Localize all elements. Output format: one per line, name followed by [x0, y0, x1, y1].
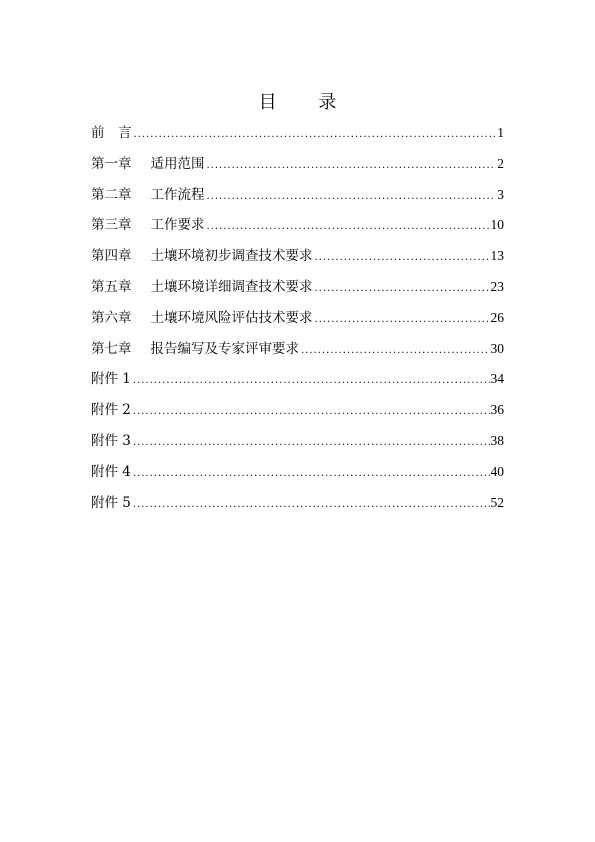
toc-entry: [91, 426, 504, 457]
toc-dot-leader: [133, 397, 490, 428]
toc-entry: [91, 395, 504, 426]
toc-entry-page: 36: [490, 402, 504, 418]
toc-entry-page: 30: [490, 340, 504, 356]
toc-entry-page: 23: [490, 278, 504, 294]
toc-entry-label: [91, 334, 301, 365]
table-of-contents: [91, 118, 504, 518]
toc-entry-chapter: 附件 4: [91, 463, 131, 480]
toc-entry: [91, 457, 504, 488]
toc-dot-leader: [315, 243, 490, 274]
toc-dot-leader: [315, 305, 490, 336]
toc-entry-chapter: 附件 2: [91, 402, 131, 419]
toc-entry-label: [91, 426, 133, 457]
toc-entry-page: 38: [490, 432, 504, 448]
toc-entry-title: 适用范围: [150, 155, 205, 172]
toc-entry-page: 2: [497, 155, 504, 171]
toc-dot-leader: [134, 120, 497, 151]
toc-dot-leader: [301, 336, 490, 367]
toc-entry-page: 52: [490, 494, 504, 510]
toc-entry: [91, 303, 504, 334]
toc-entry-chapter: 第三章: [91, 217, 132, 234]
toc-entry-page: 34: [490, 371, 504, 387]
toc-entry-label: [91, 149, 207, 180]
toc-entry: [91, 488, 504, 519]
toc-entry-title: 土壤环境风险评估技术要求: [150, 309, 313, 326]
toc-entry-label: [91, 118, 134, 149]
toc-entry: [91, 272, 504, 303]
toc-entry: [91, 210, 504, 241]
toc-entry-title: 报告编写及专家评审要求: [150, 340, 299, 357]
toc-entry-page: 26: [490, 309, 504, 325]
toc-entry-chapter: 前 言: [91, 125, 132, 141]
toc-dot-leader: [207, 151, 497, 182]
toc-dot-leader: [133, 428, 490, 459]
toc-entry-chapter: 第五章: [91, 278, 132, 295]
toc-dot-leader: [133, 459, 490, 490]
toc-entry-label: [91, 488, 133, 519]
toc-entry-chapter: 第四章: [91, 248, 132, 265]
toc-entry-label: [91, 395, 133, 426]
toc-entry-title: 工作流程: [150, 186, 205, 203]
toc-entry-chapter: 第二章: [91, 186, 132, 203]
toc-entry-chapter: 附件 3: [91, 432, 131, 449]
toc-entry-chapter: 第七章: [91, 340, 132, 357]
toc-entry-chapter: 第六章: [91, 309, 132, 326]
toc-entry-label: [91, 272, 315, 303]
toc-entry-label: [91, 303, 315, 334]
toc-entry-label: [91, 180, 207, 211]
toc-title: 目 录: [258, 92, 355, 113]
toc-entry-label: [91, 457, 133, 488]
toc-entry-title: 土壤环境详细调查技术要求: [150, 278, 313, 295]
toc-entry-title: 土壤环境初步调查技术要求: [150, 248, 313, 265]
toc-entry: [91, 118, 504, 149]
toc-entry-chapter: 第一章: [91, 155, 132, 172]
toc-entry-chapter: 附件 5: [91, 494, 131, 511]
toc-entry-page: 3: [497, 186, 504, 202]
toc-entry: [91, 334, 504, 365]
toc-entry-label: [91, 241, 315, 272]
toc-dot-leader: [133, 366, 490, 397]
toc-entry-chapter: 附件 1: [91, 371, 131, 388]
toc-dot-leader: [133, 490, 490, 521]
toc-entry-label: [91, 210, 207, 241]
toc-entry-label: [91, 364, 133, 395]
toc-dot-leader: [315, 274, 490, 305]
toc-entry-page: 13: [490, 248, 504, 264]
toc-dot-leader: [207, 182, 497, 213]
toc-entry: [91, 180, 504, 211]
toc-entry-page: 10: [490, 217, 504, 233]
toc-entry: [91, 149, 504, 180]
toc-dot-leader: [207, 212, 490, 243]
toc-entry-title: 工作要求: [150, 217, 205, 234]
toc-entry: [91, 241, 504, 272]
toc-entry: [91, 364, 504, 395]
toc-entry-page: 40: [490, 463, 504, 479]
toc-entry-page: 1: [497, 125, 504, 140]
